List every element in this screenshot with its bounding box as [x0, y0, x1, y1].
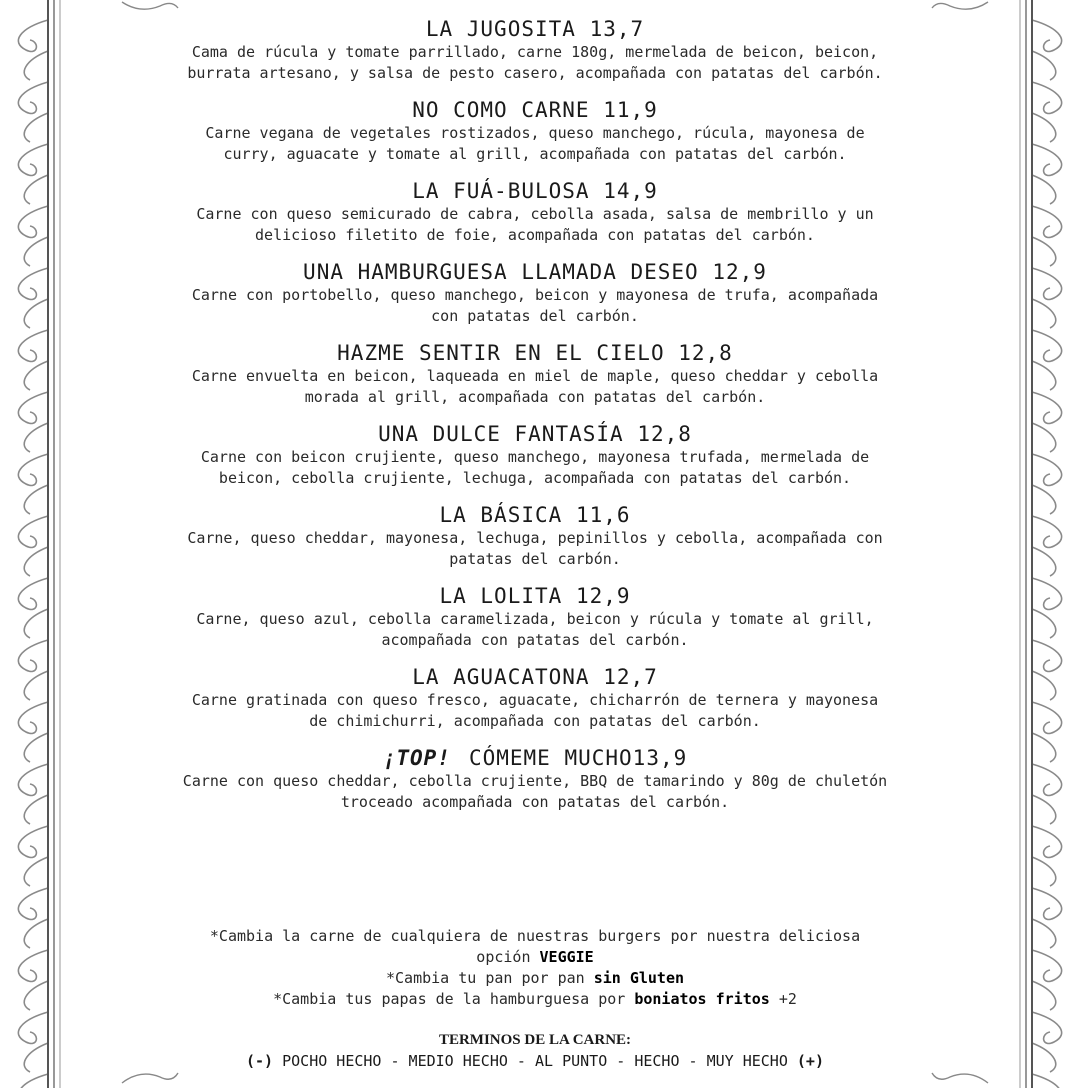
item-desc-line: Carne con queso cheddar, cebolla crujiente, BBQ de tamarindo y 80g de chuletón	[182, 772, 888, 790]
flourish-corner-icon	[930, 0, 990, 14]
item-desc-line: con patatas del carbón.	[431, 307, 639, 325]
scroll-ornament-icon	[1032, 1074, 1062, 1088]
scroll-ornament-icon	[1032, 206, 1062, 266]
menu-item	[90, 421, 980, 489]
item-desc-line: Carne envuelta en beicon, laqueada en miel de maple, queso cheddar y cebolla	[191, 367, 879, 385]
note-boniato: *Cambia tus papas de la hamburguesa por boniatos fritos +2	[273, 990, 797, 1008]
item-desc-line: Carne, queso cheddar, mayonesa, lechuga, pepinillos y cebolla, acompañada con	[187, 529, 883, 547]
item-desc-line: de chimichurri, acompañada con patatas del carbón.	[309, 712, 761, 730]
note-veggie-line2: opción VEGGIE	[476, 948, 594, 966]
scroll-ornament-icon	[18, 1012, 48, 1072]
menu-item	[90, 583, 980, 651]
menu-item	[90, 340, 980, 408]
item-desc-line: Carne con portobello, queso manchego, beicon y mayonesa de trufa, acompañada	[191, 286, 879, 304]
scroll-ornament-icon	[18, 826, 48, 886]
left-ornament-border	[0, 0, 70, 1088]
terms-title: TERMINOS DE LA CARNE:	[438, 1032, 632, 1048]
scroll-ornament-icon	[1032, 516, 1062, 576]
item-desc-line: troceado acompañada con patatas del carbón.	[340, 793, 730, 811]
scroll-ornament-icon	[18, 144, 48, 204]
item-desc-line: Cama de rúcula y tomate parrillado, carne 180g, mermelada de beicon, beicon,	[191, 43, 879, 61]
scroll-ornament-icon	[1032, 144, 1062, 204]
item-desc-line: acompañada con patatas del carbón.	[381, 631, 689, 649]
scroll-ornament-icon	[1032, 702, 1062, 762]
menu-item	[90, 97, 980, 165]
item-title: LA FUÁ-BULOSA 14,9	[412, 179, 658, 203]
scroll-ornament-icon	[1032, 888, 1062, 948]
item-desc-line: morada al grill, acompañada con patatas del carbón.	[304, 388, 766, 406]
scroll-ornament-icon	[18, 454, 48, 514]
scroll-ornament-icon	[18, 268, 48, 328]
scroll-ornament-icon	[18, 578, 48, 638]
scroll-ornament-icon	[18, 950, 48, 1010]
note-gluten: *Cambia tu pan por pan sin Gluten	[385, 969, 685, 987]
item-title: LA AGUACATONA 12,7	[412, 665, 658, 689]
scroll-ornament-icon	[1032, 640, 1062, 700]
item-desc-line: Carne vegana de vegetales rostizados, queso manchego, rúcula, mayonesa de	[205, 124, 865, 142]
item-desc-line: Carne gratinada con queso fresco, aguacate, chicharrón de ternera y mayonesa	[191, 691, 879, 709]
item-title: LA LOLITA 12,9	[439, 584, 631, 608]
menu-item	[90, 664, 980, 732]
scroll-ornament-icon	[1032, 392, 1062, 452]
scroll-ornament-icon	[1032, 330, 1062, 390]
scroll-ornament-icon	[1032, 764, 1062, 824]
item-desc-line: Carne, queso azul, cebolla caramelizada, beicon y rúcula y tomate al grill,	[196, 610, 874, 628]
item-title: UNA DULCE FANTASÍA 12,8	[378, 422, 692, 446]
scroll-ornament-icon	[1032, 826, 1062, 886]
meat-doneness-terms	[90, 1030, 980, 1072]
terms-levels: (-) POCHO HECHO - MEDIO HECHO - AL PUNTO - HECHO - MUY HECHO (+)	[246, 1052, 824, 1070]
scroll-ornament-icon	[18, 330, 48, 390]
scroll-ornament-icon	[18, 888, 48, 948]
item-desc-line: burrata artesano, y salsa de pesto casero, acompañada con patatas del carbón.	[187, 64, 883, 82]
scroll-ornament-icon	[18, 702, 48, 762]
scroll-ornament-icon	[18, 1074, 48, 1088]
scroll-ornament-icon	[18, 20, 48, 80]
item-desc-line: delicioso filetito de foie, acompañada con patatas del carbón.	[255, 226, 815, 244]
scroll-ornament-icon	[1032, 20, 1062, 80]
scroll-ornament-icon	[18, 640, 48, 700]
note-veggie-line: *Cambia la carne de cualquiera de nuestras burgers por nuestra deliciosa	[209, 927, 861, 945]
item-title: LA BÁSICA 11,6	[439, 503, 631, 527]
item-title: HAZME SENTIR EN EL CIELO 12,8	[337, 341, 733, 365]
scroll-ornament-icon	[1032, 950, 1062, 1010]
scroll-ornament-icon	[18, 764, 48, 824]
scroll-ornament-icon	[1032, 268, 1062, 328]
item-desc-line: patatas del carbón.	[449, 550, 621, 568]
right-ornament-border	[1010, 0, 1080, 1088]
scroll-ornament-icon	[18, 82, 48, 142]
scroll-ornament-icon	[18, 206, 48, 266]
menu-notes	[90, 926, 980, 1010]
flourish-corner-icon	[120, 0, 180, 14]
item-desc-line: curry, aguacate y tomate al grill, acompañada con patatas del carbón.	[223, 145, 847, 163]
scroll-ornament-icon	[1032, 578, 1062, 638]
item-title: NO COMO CARNE 11,9	[412, 98, 658, 122]
menu-item-top	[90, 745, 980, 813]
scroll-ornament-icon	[18, 516, 48, 576]
top-badge: ¡TOP!	[382, 746, 451, 770]
menu-item	[90, 178, 980, 246]
menu-item	[90, 259, 980, 327]
item-desc-line: Carne con queso semicurado de cabra, cebolla asada, salsa de membrillo y un	[196, 205, 874, 223]
scroll-ornament-icon	[18, 392, 48, 452]
menu-item	[90, 502, 980, 570]
item-desc-line: beicon, cebolla crujiente, lechuga, acompañada con patatas del carbón.	[218, 469, 852, 487]
item-title: UNA HAMBURGUESA LLAMADA DESEO 12,9	[303, 260, 767, 284]
scroll-ornament-icon	[1032, 82, 1062, 142]
item-title: ¡TOP! CÓMEME MUCHO13,9	[382, 746, 688, 770]
item-desc-line: Carne con beicon crujiente, queso manchego, mayonesa trufada, mermelada de	[200, 448, 870, 466]
menu-item	[90, 16, 980, 84]
burger-menu-list	[90, 16, 980, 826]
item-title: LA JUGOSITA 13,7	[425, 17, 645, 41]
scroll-ornament-icon	[1032, 1012, 1062, 1072]
scroll-ornament-icon	[1032, 454, 1062, 514]
